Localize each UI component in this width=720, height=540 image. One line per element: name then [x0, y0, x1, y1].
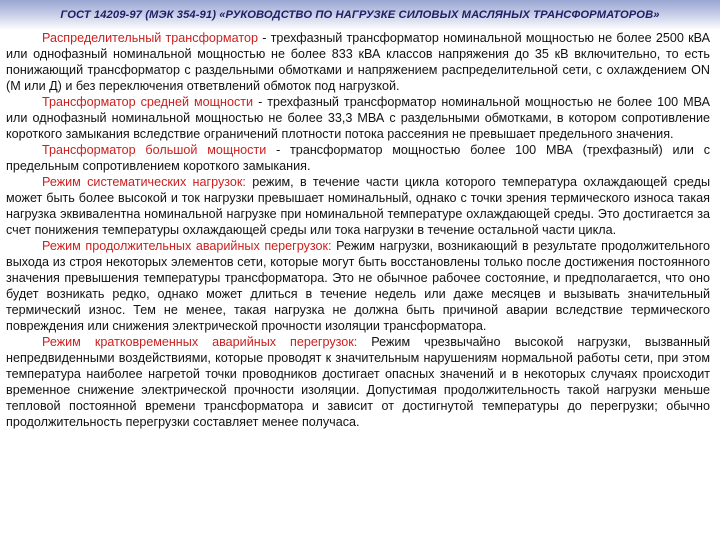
term-label: Трансформатор большой мощности: [42, 143, 267, 157]
term-label: Распределительный трансформатор: [42, 31, 258, 45]
term-label: Режим систематических нагрузок:: [42, 175, 246, 189]
definition-text: - трехфазный трансформатор номинальной мощностью не более 100 МВА или однофазный номинальной мощностью не более 33,3 МВА с раздельными обмотками, в котором сопротивление короткого замыкания вследствие ограничений плотности потока рассеяния не превышает предельного значения.: [6, 95, 710, 141]
term-label: Режим продолжительных аварийных перегрузок:: [42, 239, 332, 253]
definition-text: - трансформатор мощностью более 100 МВА (трехфазный) или с предельным сопротивлением короткого замыкания.: [6, 143, 710, 173]
paragraph-short-time-emergency: [6, 334, 710, 430]
paragraph-long-time-emergency: [6, 238, 710, 334]
definition-text: Режим чрезвычайно высокой нагрузки, вызванный непредвиденными воздействиями, которые проводят к значительным нарушениям нормальной работы сети, при этом температура наиболее нагретой точки проводников достигает опасных значений и в некоторых случаях происходит временное снижение электрической прочности изоляции. Допустимая продолжительность такой нагрузки меньше тепловой постоянной времени трансформатора и зависит от достигнутой температуры до перегрузки; обычно продолжительность перегрузки составляет менее получаса.: [6, 335, 710, 429]
definition-text: - трехфазный трансформатор номинальной мощностью не более 2500 кВА или однофазный номинальной мощностью не более 833 кВА классов напряжения до 35 кВ включительно, то есть понижающий трансформатор с раздельными обмотками и напряжением распределительной сети, с охлаждением ON (М или Д) и без переключения ответвлений обмоток под нагрузкой.: [6, 31, 711, 93]
paragraph-systematic-loads: [6, 174, 710, 238]
page-title: ГОСТ 14209-97 (МЭК 354-91) «РУКОВОДСТВО ПО НАГРУЗКЕ СИЛОВЫХ МАСЛЯНЫХ ТРАНСФОРМАТОРОВ»: [60, 9, 660, 21]
paragraph-medium-power-transformer: [6, 94, 710, 142]
paragraph-distribution-transformer: [6, 30, 710, 94]
term-label: Трансформатор средней мощности: [42, 95, 254, 109]
definition-text: Режим нагрузки, возникающий в результате продолжительного выхода из строя некоторых элементов сети, которые могут быть восстановлены только после достижения постоянного значения превышения температуры трансформатора. Это не обычное рабочее состояние, и предполагается, что оно будет возникать редко, однако может длиться в течение недель или даже месяцев и вызывать значительный термический износ. Тем не менее, такая нагрузка не должна быть причиной аварии вследствие термического повреждения или снижения электрической прочности изоляции трансформатора.: [6, 239, 710, 333]
document-body: [6, 30, 710, 430]
definition-text: режим, в течение части цикла которого температура охлаждающей среды может быть более высокой и ток нагрузки превышает номинальный, однако с точки зрения термического износа такая нагрузка эквивалентна номинальной нагрузке при номинальной температуре охлаждающей среды. Это достигается за счет понижения температуры охлаждающей среды или тока нагрузки в течение остальной части цикла.: [6, 175, 710, 237]
term-label: Режим кратковременных аварийных перегрузок:: [42, 335, 358, 349]
paragraph-large-power-transformer: [6, 142, 710, 174]
